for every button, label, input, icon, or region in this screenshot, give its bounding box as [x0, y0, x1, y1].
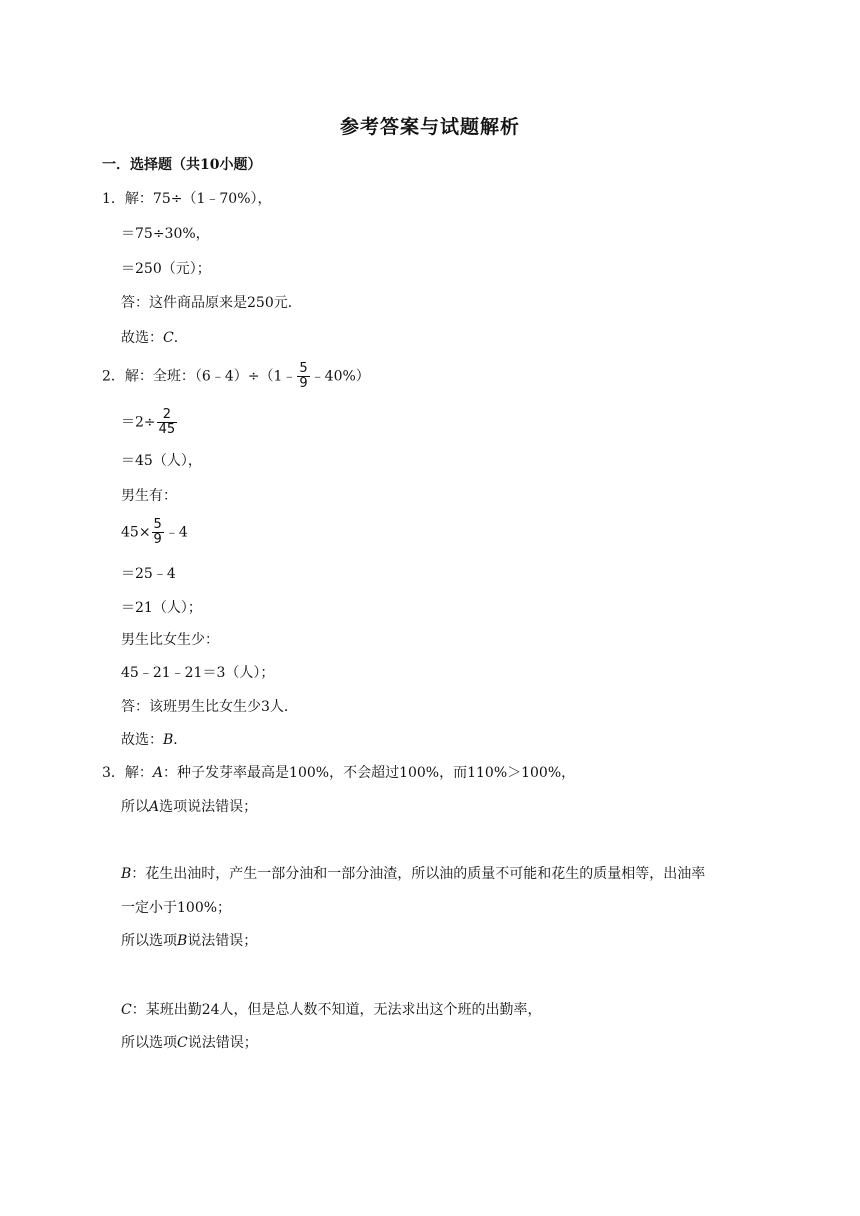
- q3-line-7: 所以选项C说法错误；: [121, 1035, 258, 1051]
- q2-line-5: 45× $\frac{5}{9}$ ﹣4: [121, 517, 188, 547]
- q1-line-2: ＝75÷30%，: [121, 226, 210, 242]
- fraction-2-45: $\frac{2}{45}$: [158, 407, 176, 437]
- q2-line-10: 答：该班男生比女生少3人．: [121, 699, 298, 715]
- q3-line-6: C：某班出勤24人，但是总人数不知道，无法求出这个班的出勤率，: [121, 1002, 542, 1018]
- q1-line-4: 答：这件商品原来是250元．: [121, 295, 302, 311]
- q3-number: 3．: [102, 765, 125, 781]
- section-heading: 一．选择题（共10小题）: [102, 157, 262, 173]
- q2-answer: 故选：B．: [121, 732, 188, 748]
- fraction-5-9: $\frac{5}{9}$: [299, 361, 308, 391]
- q1-answer-letter: C: [163, 330, 174, 346]
- q3-line-1: 3．解：A：种子发芽率最高是100%，不会超过100%，而110%＞100%，: [102, 765, 576, 781]
- q3-line-3: B：花生出油时，产生一部分油和一部分油渣，所以油的质量不可能和花生的质量相等，出油率: [121, 866, 706, 882]
- q1-line-1: 1．解：75÷（1﹣70%），: [102, 191, 272, 207]
- q2-number: 2．: [102, 368, 125, 385]
- q3-line-5: 所以选项B说法错误；: [121, 933, 258, 949]
- page-title: 参考答案与试题解析: [339, 116, 520, 138]
- q2-answer-letter: B: [163, 732, 174, 748]
- q2-line-8: 男生比女生少：: [121, 632, 219, 648]
- q1-number: 1．: [102, 191, 125, 207]
- q1-line-3: ＝250（元）；: [121, 261, 211, 277]
- q3-line-2: 所以A选项说法错误；: [121, 799, 258, 815]
- q2-line-4: 男生有：: [121, 488, 177, 504]
- q2-line-7: ＝21（人）；: [121, 600, 202, 616]
- q2-line-3: ＝45（人），: [121, 453, 202, 469]
- q2-line-9: 45﹣21﹣21＝3（人）；: [121, 665, 275, 681]
- fraction-5-9-b: $\frac{5}{9}$: [153, 517, 162, 547]
- q2-line-6: ＝25﹣4: [121, 566, 176, 582]
- q3-line-4: 一定小于100%；: [121, 900, 232, 916]
- q2-line-1: 2．解：全班：（6﹣4）÷（1﹣ $\frac{5}{9}$ ﹣40%）: [102, 361, 370, 391]
- q1-answer: 故选：C．: [121, 330, 188, 346]
- q2-line-2: ＝2÷ $\frac{2}{45}$: [121, 407, 176, 437]
